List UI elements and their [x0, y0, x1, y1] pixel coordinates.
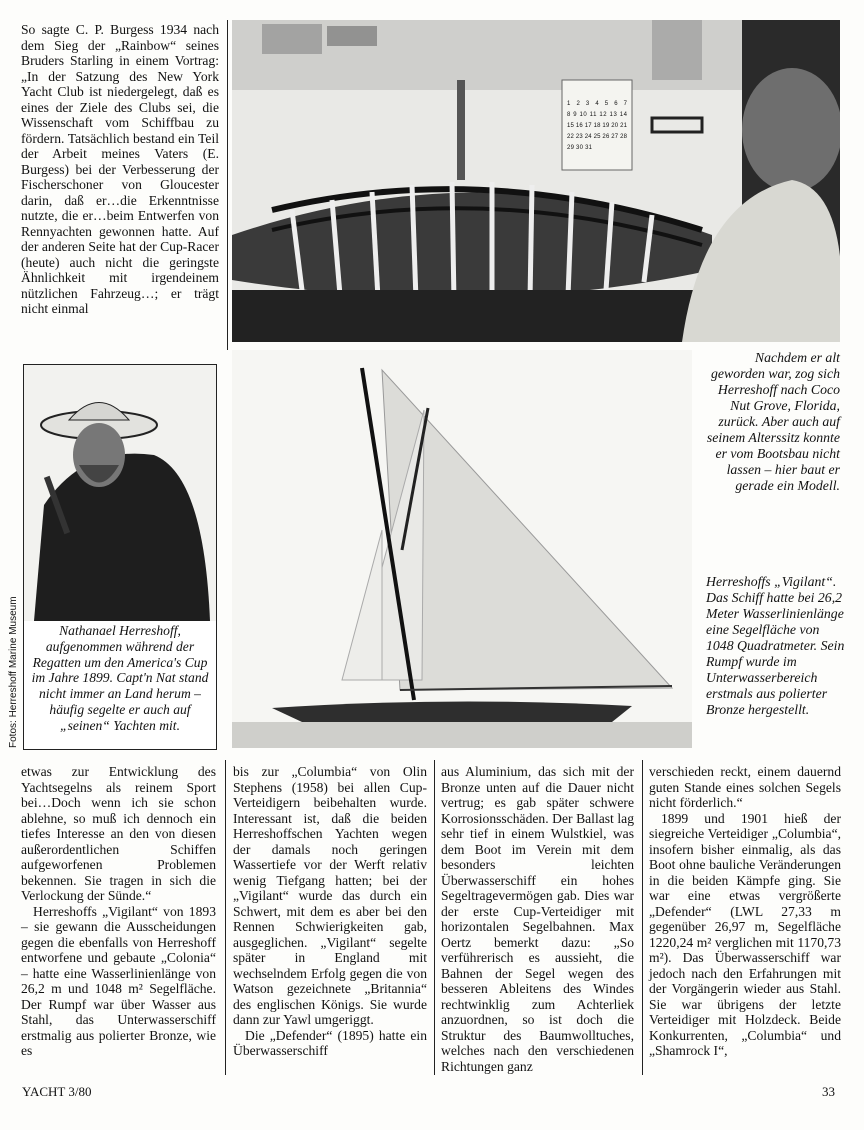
body-column-4	[649, 764, 841, 1059]
body-column-1	[21, 764, 216, 1059]
body-column-2	[233, 764, 427, 1059]
body-column-3	[441, 764, 634, 1074]
footer-magazine: YACHT 3/80	[22, 1084, 92, 1099]
photo-credit: Fotos: Herreshoff Marine Museum	[8, 596, 19, 748]
svg-text:29 30 31: 29 30 31	[567, 145, 592, 151]
caption-vigilant: Herreshoffs „Vigilant“. Das Schiff hatte bei 26,2 Meter Wasserlinienlänge eine Segelfläche von 1048 Quadratmeter. Sein Rumpf wurde im Unterwasserbereich erstmals aus polierter Bronze hergestellt.	[706, 574, 845, 717]
column-rule	[434, 760, 435, 1075]
photo-herreshoff-model	[232, 20, 840, 342]
body-column-2-paragraph-2: Die „Defender“ (1895) hatte ein Überwasserschiff	[233, 1027, 427, 1058]
portrait-photo-image	[24, 365, 216, 621]
body-column-4-paragraph-1: verschieden reckt, einem dauernd guten Stande eines solchen Segels nicht förderlich.“	[649, 764, 841, 810]
portrait-frame	[23, 364, 217, 750]
body-column-4-paragraph-2: 1899 und 1901 hieß der siegreiche Verteidiger „Columbia“, insofern bisher einmalig, als das Boot ohne bauliche Veränderungen in die beiden Kämpfe ging. Sie war eine etwas vergrößerte „Defender“ (LWL 27,33 m gegenüber 26,97 m, Segelfläche 1220,24 m² verglichen mit 1170,73 m²). Das Überwasserschiff war jedoch nach den Erfahrungen mit der Vorgängerin wieder aus Stahl. Sie war übrigens der letzte Verteidiger mit Holzdeck. Beide Konkurrenten, „Columbia“ und „Shamrock I“,	[649, 810, 841, 1058]
caption-model: Nachdem er alt geworden war, zog sich Herreshoff nach Coco Nut Grove, Florida, zurück. Aber auch auf seinem Alterssitz konnte er vom Bootsbau nicht lassen – hier baut er gerade ein Modell.	[706, 350, 840, 493]
body-column-3-paragraph-1: aus Aluminium, das sich mit der Bronze unten auf die Dauer nicht vertrug; es gab später schwere Korrosionsschäden. Der Ballast lag sehr tief in einem Wulstkiel, was dem Boot im Verein mit dem besonders leichten Überwasserschiff ein hohes Segeltragevermögen gab. Dies war der erste Cup-Verteidiger mit horizontalen Segelbahnen. Max Oertz bemerkt dazu: „So verführerisch es aussieht, die Bahnen der Segel wegen des besseren Ableitens des Windes rechtwinklig zum Achterliek anzuordnen, so ist doch die Struktur des Baumwolltuches, welches nach den verschiedenen Richtungen ganz	[441, 764, 634, 1074]
body-column-1-paragraph-2: Herreshoffs „Vigilant“ von 1893 – sie gewann die Ausscheidungen gegen die ebenfalls von Herreshoff entworfene und gebaute „Colonia“ – hatte eine Wasserlinienlänge von 26,2 m und 1048 m² Segelfläche. Der Rumpf war über Wasser aus Stahl, das Unterwasserschiff erstmalig aus polierter Bronze, wie es	[21, 903, 216, 1058]
body-column-2-paragraph-1: bis zur „Columbia“ von Olin Stephens (1958) bei allen Cup-Verteidigern beibehalten wurde. Interessant ist, daß die beiden Herreshoffschen Yachten wegen der damals noch geringen Wassertiefe vor der Werft relativ wenig Tiefgang hatten; bei der „Vigilant“ wurde das durch ein Schwert, mit dem es aber bei den Rennen Schwierigkeiten gab, ausgeglichen. „Vigilant“ segelte später in England mit wechselndem Erfolg gegen die von Watson gezeichnete „Britannia“ des englischen Königs. Sie wurde dann zur Yawl umgeriggt.	[233, 764, 427, 1027]
column-rule	[227, 20, 228, 350]
column-rule	[642, 760, 643, 1075]
calendar-numbers: 1 2 3 4 5 6 7	[567, 101, 627, 107]
photo-vigilant	[232, 350, 692, 748]
caption-portrait: Nathanael Herreshoff, aufgenommen während der Regatten um den America's Cup im Jahre 1899. Capt'n Nat stand nicht immer an Land herum – häufig segelte er auch auf „seinen“ Yachten mit.	[31, 623, 209, 733]
page-number: 33	[822, 1084, 835, 1099]
intro-paragraph: So sagte C. P. Burgess 1934 nach dem Sieg der „Rainbow“ seines Bruders Starling in einem Vortrag: „In der Satzung des New York Yacht Club ist niedergelegt, daß es eines der Ziele des Clubs sei, die Wissenschaft vom Schiffbau zu fördern. Tatsächlich bestand ein Teil der Arbeit meines Vaters (E. Burgess) bei der Verbesserung der Fischerschoner von Gloucester darin, daß er…die Erkenntnisse nutzte, die er…beim Entwerfen von Rennyachten gewonnen hatte. Auf der anderen Seite hat der Cup-Racer (heute) auch nicht die geringste Ähnlichkeit mit irgendeinem nützlichen Fahrzeug…; er trägt nicht einmal	[21, 22, 219, 316]
svg-text:8 9 10 11 12 13 14: 8 9 10 11 12 13 14	[567, 112, 627, 118]
intro-column	[21, 22, 219, 317]
vigilant-photo-image	[232, 350, 692, 748]
svg-text:15 16 17 18 19 20 21: 15 16 17 18 19 20 21	[567, 123, 627, 129]
column-rule	[225, 760, 226, 1075]
model-photo-image	[232, 20, 840, 342]
body-column-1-paragraph-1: etwas zur Entwicklung des Yachtsegelns als reinem Sport bei…Doch wenn ich sie schon ablehne, so muß ich dennoch ein tiefes Interesse an den von diesen außerordentlichen Schiffen aufgeworfenen Problemen bekennen. Sie tragen in sich die Verlockung der Sünde.“	[21, 764, 216, 903]
svg-text:22 23 24 25 26 27 28: 22 23 24 25 26 27 28	[567, 134, 627, 140]
